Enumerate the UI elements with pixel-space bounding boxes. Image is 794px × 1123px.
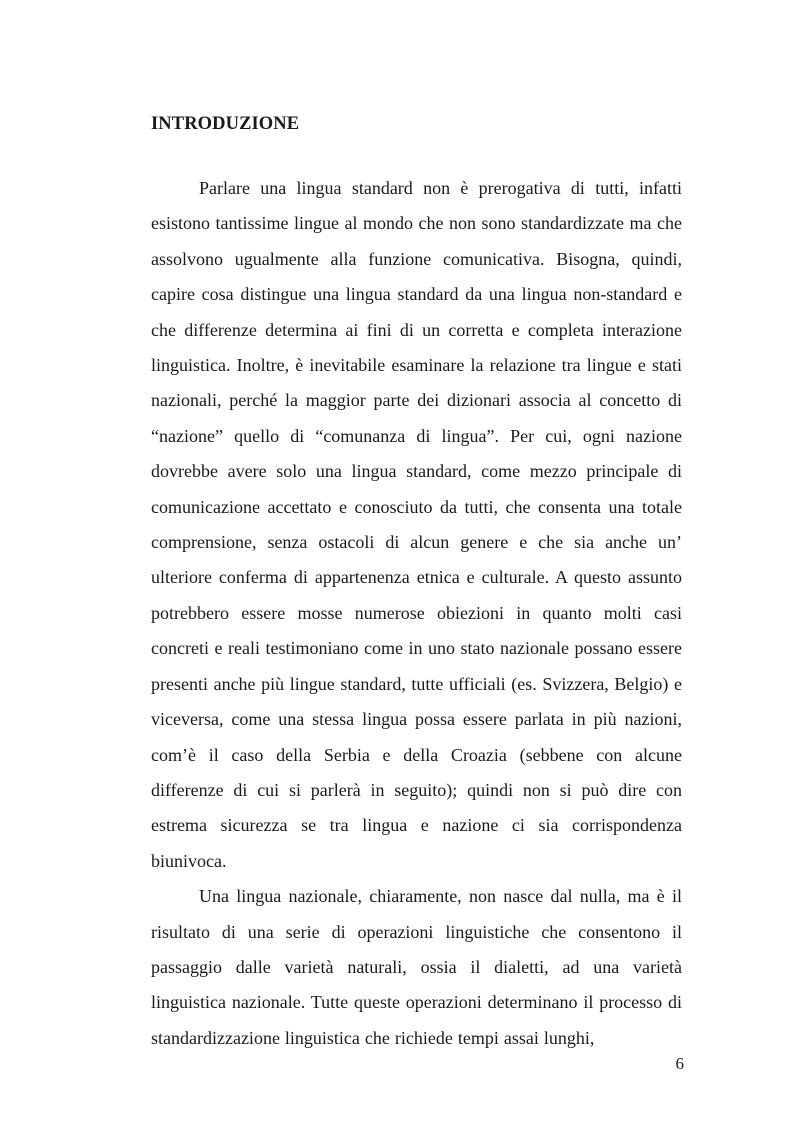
paragraph-2: Una lingua nazionale, chiaramente, non nasce dal nulla, ma è il risultato di una serie di operazioni linguistiche che consentono il passaggio dalle varietà naturali, ossia il dialetti, ad una varietà linguistica nazionale. Tutte queste operazioni determinano il processo di standardizzazione linguistica che richiede tempi assai lunghi, xyxy=(151,886,682,1048)
page-number: 6 xyxy=(675,1054,684,1073)
body-text xyxy=(151,171,682,1056)
section-heading: INTRODUZIONE xyxy=(151,114,300,134)
paragraph-1: Parlare una lingua standard non è prerogativa di tutti, infatti esistono tantissime lingue al mondo che non sono standardizzate ma che assolvono ugualmente alla funzione comunicativa. Bisogna, quindi, capire cosa distingue una lingua standard da una lingua non-standard e che differenze determina ai fini di un corretta e completa interazione linguistica. Inoltre, è inevitabile esaminare la relazione tra lingue e stati nazionali, perché la maggior parte dei dizionari associa al concetto di “nazione” quello di “comunanza di lingua”. Per cui, ogni nazione dovrebbe avere solo una lingua standard, come mezzo principale di comunicazione accettato e conosciuto da tutti, che consenta una totale comprensione, senza ostacoli di alcun genere e che sia anche un’ ulteriore conferma di appartenenza etnica e culturale. A questo assunto potrebbero essere mosse numerose obiezioni in quanto molti casi concreti e reali testimoniano come in uno stato nazionale possano essere presenti anche più lingue standard, tutte ufficiali (es. Svizzera, Belgio) e viceversa, come una stessa lingua possa essere parlata in più nazioni, com’è il caso della Serbia e della Croazia (sebbene con alcune differenze di cui si parlerà in seguito); quindi non si può dire con estrema sicurezza se tra lingua e nazione ci sia corrispondenza biunivoca. xyxy=(151,178,682,871)
